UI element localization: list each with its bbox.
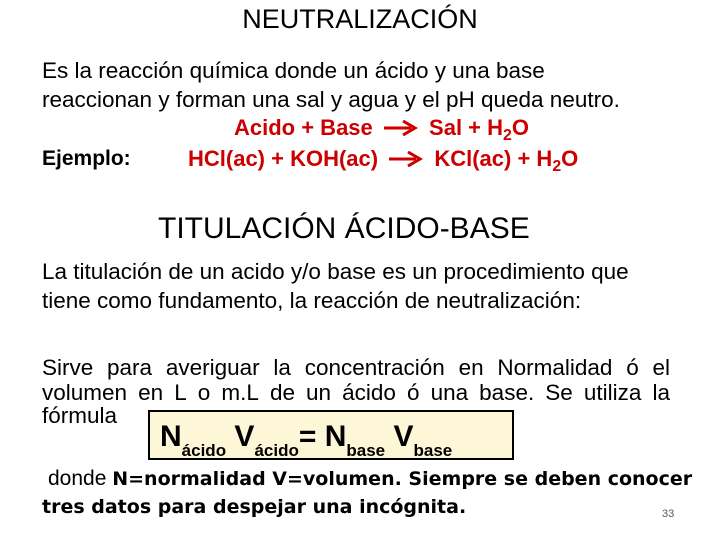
formula-v-base: V xyxy=(393,420,414,453)
definition-line-1: Es la reacción química donde un ácido y una base xyxy=(42,58,545,83)
purpose-word: concentración xyxy=(304,355,445,380)
formula-n-acid: N xyxy=(160,420,182,453)
purpose-word: Normalidad xyxy=(497,355,613,380)
purpose-word: Se xyxy=(545,380,573,405)
titration-intro-line-1: La titulación de un acido y/o base es un procedimiento que xyxy=(42,259,629,284)
purpose-word: en xyxy=(458,355,484,380)
page-title: NEUTRALIZACIÓN xyxy=(242,4,478,34)
closing-prefix: donde xyxy=(48,467,113,490)
purpose-word: una xyxy=(430,380,469,405)
right-arrow-icon xyxy=(388,151,424,167)
purpose-word: ácido xyxy=(342,380,396,405)
formula-subscript: base xyxy=(346,441,386,461)
titration-formula xyxy=(148,410,514,460)
example-reactants: HCl(ac) + KOH(ac) xyxy=(188,146,379,171)
general-equation xyxy=(234,115,529,144)
closing-definitions: N=normalidad V=volumen. Siempre se deben conocer xyxy=(112,468,693,490)
purpose-word: m.L xyxy=(221,380,259,405)
purpose-word: averiguar xyxy=(165,355,260,380)
closing-line-2: tres datos para despejar una incógnita. xyxy=(42,496,467,518)
purpose-line-2 xyxy=(42,378,670,407)
general-reactants: Acido + Base xyxy=(234,115,373,140)
titration-intro-line-2: tiene como fundamento, la reacción de neutralización: xyxy=(42,288,582,313)
purpose-word: ó xyxy=(626,355,639,380)
purpose-word: o xyxy=(197,380,211,405)
example-equation xyxy=(188,146,579,175)
purpose-word: en xyxy=(138,380,164,405)
purpose-word: para xyxy=(107,355,153,380)
purpose-word: base. xyxy=(479,380,535,405)
definition-line-2: reaccionan y forman una sal y agua y el pH queda neutro. xyxy=(42,87,620,112)
general-product-suffix: O xyxy=(511,115,529,140)
purpose-word: la xyxy=(652,380,670,405)
right-arrow-icon xyxy=(383,120,419,136)
purpose-word: de xyxy=(269,380,295,405)
purpose-word: Sirve xyxy=(42,355,94,380)
purpose-word: ó xyxy=(406,380,420,405)
closing-line-1 xyxy=(48,467,692,491)
purpose-word: la xyxy=(273,355,291,380)
example-product-suffix: O xyxy=(561,146,579,171)
page-number: 33 xyxy=(662,508,675,520)
example-label: Ejemplo: xyxy=(42,147,131,170)
purpose-word: un xyxy=(306,380,332,405)
purpose-word: el xyxy=(652,355,670,380)
purpose-line-3: fórmula xyxy=(42,403,118,428)
example-product-subscript: 2 xyxy=(552,157,562,175)
formula-subscript: base xyxy=(413,441,453,461)
section-title: TITULACIÓN ÁCIDO-BASE xyxy=(158,212,530,245)
formula-subscript: ácido xyxy=(181,441,227,461)
example-product-prefix: KCl(ac) + H xyxy=(434,146,553,171)
purpose-word: volumen xyxy=(42,380,128,405)
general-product-subscript: 2 xyxy=(503,126,512,144)
formula-subscript: ácido xyxy=(254,441,299,461)
purpose-word: utiliza xyxy=(583,380,642,405)
formula-v-acid: V xyxy=(234,420,255,453)
general-product-prefix: Sal + H xyxy=(429,115,504,140)
purpose-word: L xyxy=(174,380,187,405)
formula-equals-n-base: = N xyxy=(298,420,347,453)
